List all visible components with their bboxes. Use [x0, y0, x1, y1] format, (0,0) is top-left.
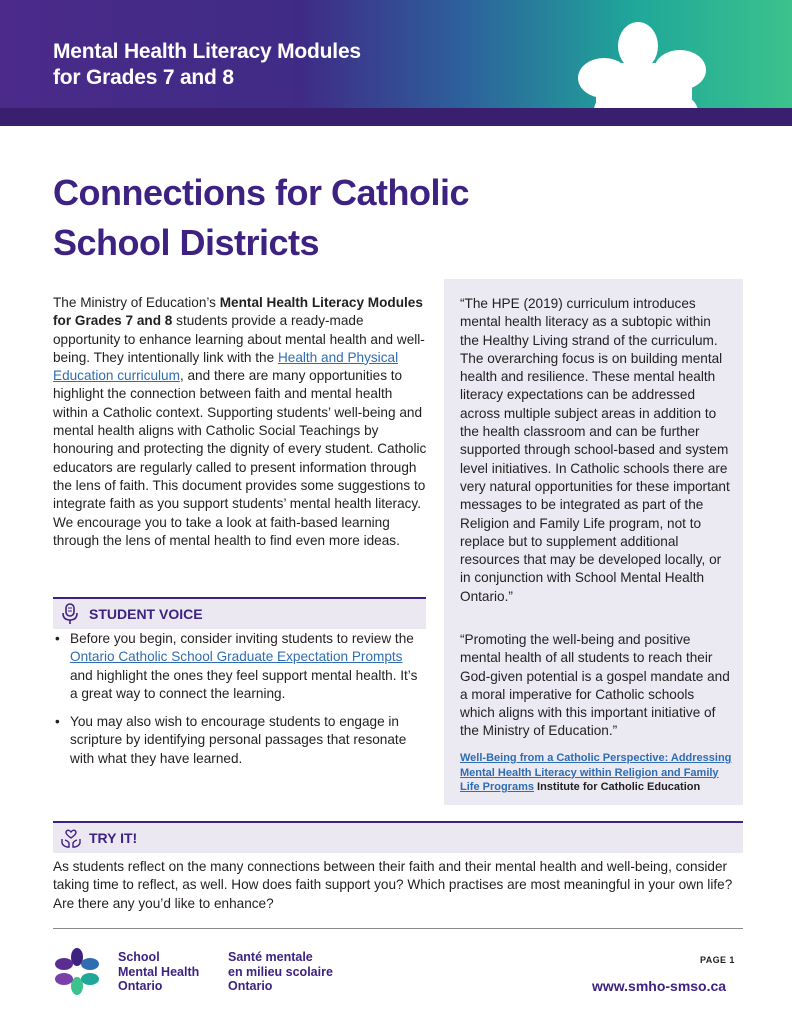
- page-title-line1: Connections for Catholic: [53, 172, 470, 213]
- page-title: [53, 168, 573, 268]
- website-link[interactable]: www.smho-smso.ca: [592, 978, 727, 994]
- logo-en-line1: School: [118, 950, 160, 964]
- well-being-quote: “Promoting the well-being and positive mental health of all students to reach their God-given potential is a gospel mandate and a moral imperative for Catholic schools which aligns with this important initiative of the Ministry of Education.”: [460, 632, 730, 739]
- logo-en-line2: Mental Health: [118, 964, 200, 979]
- try-it-header: [53, 821, 743, 853]
- bullet-marker: •: [55, 714, 60, 730]
- page-number: PAGE 1: [700, 955, 735, 965]
- smho-logo-icon: [53, 947, 101, 995]
- hpe-curriculum-quote: “The HPE (2019) curriculum introduces mental health literacy as a subtopic within the Healthy Living strand of the curriculum. The overarching focus is on building mental health and resilience. These mental health literacy expectations can be addressed across multiple subject areas in addition to the health classroom and can be further supported through school-based and system level initiatives. In Catholic schools there are very natural opportunities for these important messages to be integrated as part of the Religion and Family Life program, not to replace but to supplement additional resources that may be developed locally, or in conjunction with School Mental Health Ontario.”: [460, 296, 730, 604]
- bullet-marker: •: [55, 631, 60, 646]
- logo-text-english: [118, 950, 199, 994]
- quote-panel: [444, 279, 743, 805]
- catholic-perspective-source-link[interactable]: Well-Being from a Catholic Perspective: Addressing Mental Health Literacy within Religion and Family Life Programs: [460, 752, 732, 793]
- microphone-icon: [60, 603, 80, 625]
- student-voice-title: STUDENT VOICE: [89, 606, 203, 622]
- logo-fr-line2: en milieu scolaire: [228, 964, 333, 979]
- logo-en-line3: Ontario: [118, 979, 163, 993]
- list-item: [53, 713, 428, 768]
- item2-text: You may also wish to encourage students to engage in scripture by identifying personal passages that resonate with what they have learned.: [70, 714, 407, 766]
- intro-text-3: , and there are many opportunities to highlight the connection between faith and mental health within a Catholic context. Supporting students’ well-being and mental health aligns with Catholic Social Teachings by honouring and protecting the dignity of every student. Catholic educators are regularly called to present information through the lens of faith. This document provides some suggestions to integrate faith as you support students’ mental health literacy. We encourage you to take a look at faith-based learning through the lens of mental health to find even more ideas.: [53, 368, 427, 548]
- module-series-title-line2: for Grades 7 and 8: [53, 66, 234, 89]
- graduate-expectation-prompts-link[interactable]: Ontario Catholic School Graduate Expectation Prompts: [70, 649, 403, 665]
- logo-fr-line1: Santé mentale: [228, 950, 313, 964]
- logo-text-french: [228, 950, 333, 994]
- quote-source: [460, 751, 740, 795]
- module-series-title: [53, 39, 361, 91]
- list-item: [53, 630, 428, 703]
- try-it-text: As students reflect on the many connections between their faith and their mental health and well-being, consider taking time to reflect, as well. How does faith support you? Which practises are most meaningful in your own life? Are there any you’d like to enhance?: [53, 859, 733, 911]
- heart-hands-icon: [60, 827, 82, 849]
- source-organization: Institute for Catholic Education: [533, 781, 701, 793]
- intro-paragraph: [53, 294, 428, 550]
- module-series-title-line1: Mental Health Literacy Modules: [53, 40, 361, 63]
- student-voice-list: [53, 630, 428, 778]
- banner-bottom-band: [0, 108, 792, 126]
- logo-fr-line3: Ontario: [228, 979, 273, 993]
- hpe-curriculum-link[interactable]: Health and Physical Education curriculum: [53, 349, 399, 384]
- student-voice-header: [53, 597, 426, 629]
- intro-text-1: The Ministry of Education’s: [53, 295, 220, 310]
- header-banner: [0, 0, 792, 126]
- try-it-title: TRY IT!: [89, 830, 138, 846]
- item1-text-pre: Before you begin, consider inviting students to review the: [70, 631, 414, 646]
- item1-text-post: and highlight the ones they feel support mental health. It’s a great way to connect the learning.: [70, 667, 418, 701]
- intro-bold-module-name: Mental Health Literacy Modules for Grades 7 and 8: [53, 295, 423, 329]
- footer-divider: [53, 928, 743, 929]
- intro-text-2: students provide a ready-made opportunity to enhance learning about mental health and well-being. They intentionally link with the: [53, 313, 425, 365]
- page-title-line2: School Districts: [53, 222, 320, 263]
